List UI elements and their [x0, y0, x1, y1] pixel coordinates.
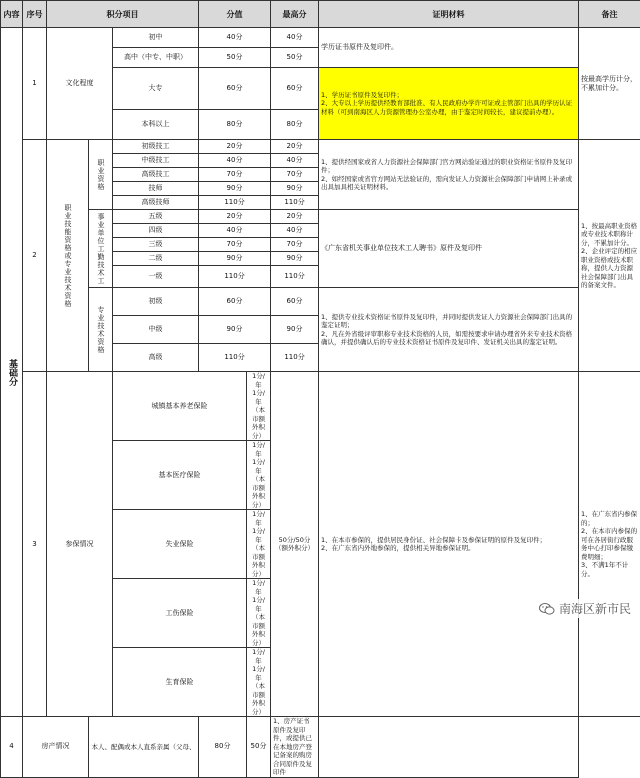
header-proof: 证明材料 [319, 1, 579, 28]
row3-note: 1、在广东省内参保的； 2、在本市内参保的可在各居街行政服务中心打印参保缴费明细； 3、不满1年不计分。 [579, 372, 640, 717]
header-row [1, 1, 640, 28]
row2-item-cell [47, 140, 89, 372]
row2-level-score: 70分 [199, 238, 271, 252]
row2-level-score: 110分 [199, 266, 271, 288]
row2-level-label: 高级 [113, 344, 199, 372]
header-max: 最高分 [271, 1, 319, 28]
row1-item: 文化程度 [47, 28, 113, 140]
section-label-cell [1, 28, 23, 717]
row3-insurance-rate [247, 579, 271, 648]
row1-level-max: 60分 [271, 68, 319, 110]
row2-level-max: 20分 [271, 140, 319, 154]
row2-level-max: 70分 [271, 238, 319, 252]
row3-rate-extra: 1分/年（本市额外积分） [249, 665, 268, 716]
row2-group-label: 事业单位工勤技术工 [96, 213, 105, 285]
row3-rate: 1分/年 [249, 441, 268, 458]
row2-level-score: 110分 [199, 344, 271, 372]
row2-level-label: 初级 [113, 288, 199, 316]
row2-level-max: 110分 [271, 196, 319, 210]
row2-group-label: 职业资格 [96, 159, 105, 191]
row2-group-cell [89, 140, 113, 210]
watermark [536, 599, 634, 618]
row2-level-label: 四级 [113, 224, 199, 238]
row3-max: 50分/50分（额外积分） [271, 372, 319, 717]
row1-level-max: 50分 [271, 48, 319, 68]
row2-seq: 2 [23, 140, 47, 372]
row2-level-score: 90分 [199, 316, 271, 344]
row1-level-score: 80分 [199, 110, 271, 140]
row2-level-score: 40分 [199, 224, 271, 238]
row2-item: 职业技能资格或专业技术资格 [63, 204, 72, 308]
row2-level-label: 初级技工 [113, 140, 199, 154]
row2-level-max: 70分 [271, 168, 319, 182]
row3-insurance-label: 基本医疗保险 [113, 441, 247, 510]
row4-proof: 1、房产证书原件及复印件，或提供已在本地房产登记备案的购房合同原件及复印件 [271, 717, 319, 778]
row2-proof-professional: 1、提供专业技术资格证书原件及复印件，并同时提供发证人力资源社会保障部门出具的鉴定证明； 2、凡在外省级评审职称专业技术资格的人员，如需按要求申请办理省外来专业技术资格确认，并提供确认后的专业技术资格证书原件及复印件、发证机关出具的鉴定证明。 [319, 288, 579, 372]
row2-level-label: 中级技工 [113, 154, 199, 168]
row2-level-score: 40分 [199, 154, 271, 168]
row3-rate: 1分/年 [249, 510, 268, 527]
row2-level-max: 90分 [271, 316, 319, 344]
row2-level-score: 20分 [199, 140, 271, 154]
row2-level-label: 高级技师 [113, 196, 199, 210]
row2-level-max: 40分 [271, 154, 319, 168]
header-score: 分值 [199, 1, 271, 28]
row3-rate-extra: 1分/年（本市额外积分） [249, 389, 268, 440]
row3-insurance-rate [247, 441, 271, 510]
row3-insurance-rate [247, 372, 271, 441]
watermark-text: 南海区新市民 [559, 600, 631, 617]
row3-insurance-label: 生育保险 [113, 648, 247, 717]
row3-insurance-label: 失业保险 [113, 510, 247, 579]
row2-level-score: 70分 [199, 168, 271, 182]
section-label: 基础分 [7, 359, 16, 386]
row2-group-label: 专业技术资格 [96, 306, 105, 354]
header-content: 内容 [1, 1, 23, 28]
row3-insurance-rate [247, 648, 271, 717]
row2-level-label: 二级 [113, 252, 199, 266]
row1-level-max: 80分 [271, 110, 319, 140]
row2-proof-worker: 《广东省机关事业单位技术工人聘书》原件及复印件 [319, 210, 579, 288]
row4-sub: 本人、配偶或本人直系亲属（父母、 [89, 717, 199, 778]
row3-proof: 1、在本市参保的，提供居民身份证、社会保障卡及参保证明的原件及复印件； 2、在广东省内外地参保的，提供相关异地参保证明。 [319, 372, 579, 717]
row2-level-score: 110分 [199, 196, 271, 210]
row2-level-score: 90分 [199, 182, 271, 196]
row1-level-max: 40分 [271, 28, 319, 48]
row1-level-score: 60分 [199, 68, 271, 110]
row2-level-max: 60分 [271, 288, 319, 316]
row1-level-score: 40分 [199, 28, 271, 48]
row2-proof-vocational: 1、提供经国家或省人力资源社会保障部门官方网站验证通过的职业资格证书原件及复印件； 2、如经国家或省官方网站无法验证的，需向发证人力资源社会保障部门申请网上补录或出具加具相关证明材料。 [319, 140, 579, 210]
row3-rate: 1分/年 [249, 372, 268, 389]
row2-level-max: 110分 [271, 266, 319, 288]
row2-level-max: 40分 [271, 224, 319, 238]
row1-proof-a: 学历证书原件及复印件。 [319, 28, 579, 68]
row4-item: 房产情况 [23, 717, 89, 778]
row2-group-cell [89, 288, 113, 372]
row1-level-score: 50分 [199, 48, 271, 68]
row3-item: 参保情况 [47, 372, 113, 717]
row3-rate: 1分/年 [249, 648, 268, 665]
row2-level-score: 60分 [199, 288, 271, 316]
row2-level-max: 90分 [271, 182, 319, 196]
row4-seq: 4 [1, 717, 23, 778]
row1-note: 按最高学历计分，不累加计分。 [579, 28, 640, 140]
row2-level-label: 五级 [113, 210, 199, 224]
header-item: 积分项目 [47, 1, 199, 28]
row1-level-label: 本科以上 [113, 110, 199, 140]
row3-insurance-label: 城镇基本养老保险 [113, 372, 247, 441]
row3-rate-extra: 1分/年（本市额外积分） [249, 527, 268, 578]
row2-level-label: 技师 [113, 182, 199, 196]
row2-level-score: 20分 [199, 210, 271, 224]
row1-level-label: 大专 [113, 68, 199, 110]
row2-level-label: 一级 [113, 266, 199, 288]
row3-rate-extra: 1分/年（本市额外积分） [249, 596, 268, 647]
row2-level-score: 90分 [199, 252, 271, 266]
row2-group-cell [89, 210, 113, 288]
row2-level-max: 90分 [271, 252, 319, 266]
row4-score: 80分 [199, 717, 247, 778]
row2-level-label: 中级 [113, 316, 199, 344]
row2-level-label: 高级技工 [113, 168, 199, 182]
row3-insurance-label: 工伤保险 [113, 579, 247, 648]
row3-rate-extra: 1分/年（本市额外积分） [249, 458, 268, 509]
row1-level-label: 高中（中专、中职） [113, 48, 199, 68]
row1-seq: 1 [23, 28, 47, 140]
row1-proof-b: 1、学历证书原件及复印件； 2、大专以上学历提供经教育部批准、有人民政府办学许可证或主管部门出具的学历认证材料（可到南海区人力资源管理办公室办理，由于鉴定时间较长，建议提前办理）。 [319, 68, 579, 140]
wechat-icon [539, 602, 555, 616]
row2-note: 1、按最高职业资格或专业技术职称计分，不累加计分。 2、企业评定的相应职业资格或技术职称，提供人力资源社会保障部门出具的备案文件。 [579, 140, 640, 372]
row2-level-max: 110分 [271, 344, 319, 372]
row3-rate: 1分/年 [249, 579, 268, 596]
row3-seq: 3 [23, 372, 47, 717]
row3-insurance-rate [247, 510, 271, 579]
header-note: 备注 [579, 1, 640, 28]
row1-level-label: 初中 [113, 28, 199, 48]
row4-max: 50分 [247, 717, 271, 778]
row2-level-label: 三级 [113, 238, 199, 252]
header-seq: 序号 [23, 1, 47, 28]
row2-level-max: 20分 [271, 210, 319, 224]
row4-note [319, 717, 579, 778]
